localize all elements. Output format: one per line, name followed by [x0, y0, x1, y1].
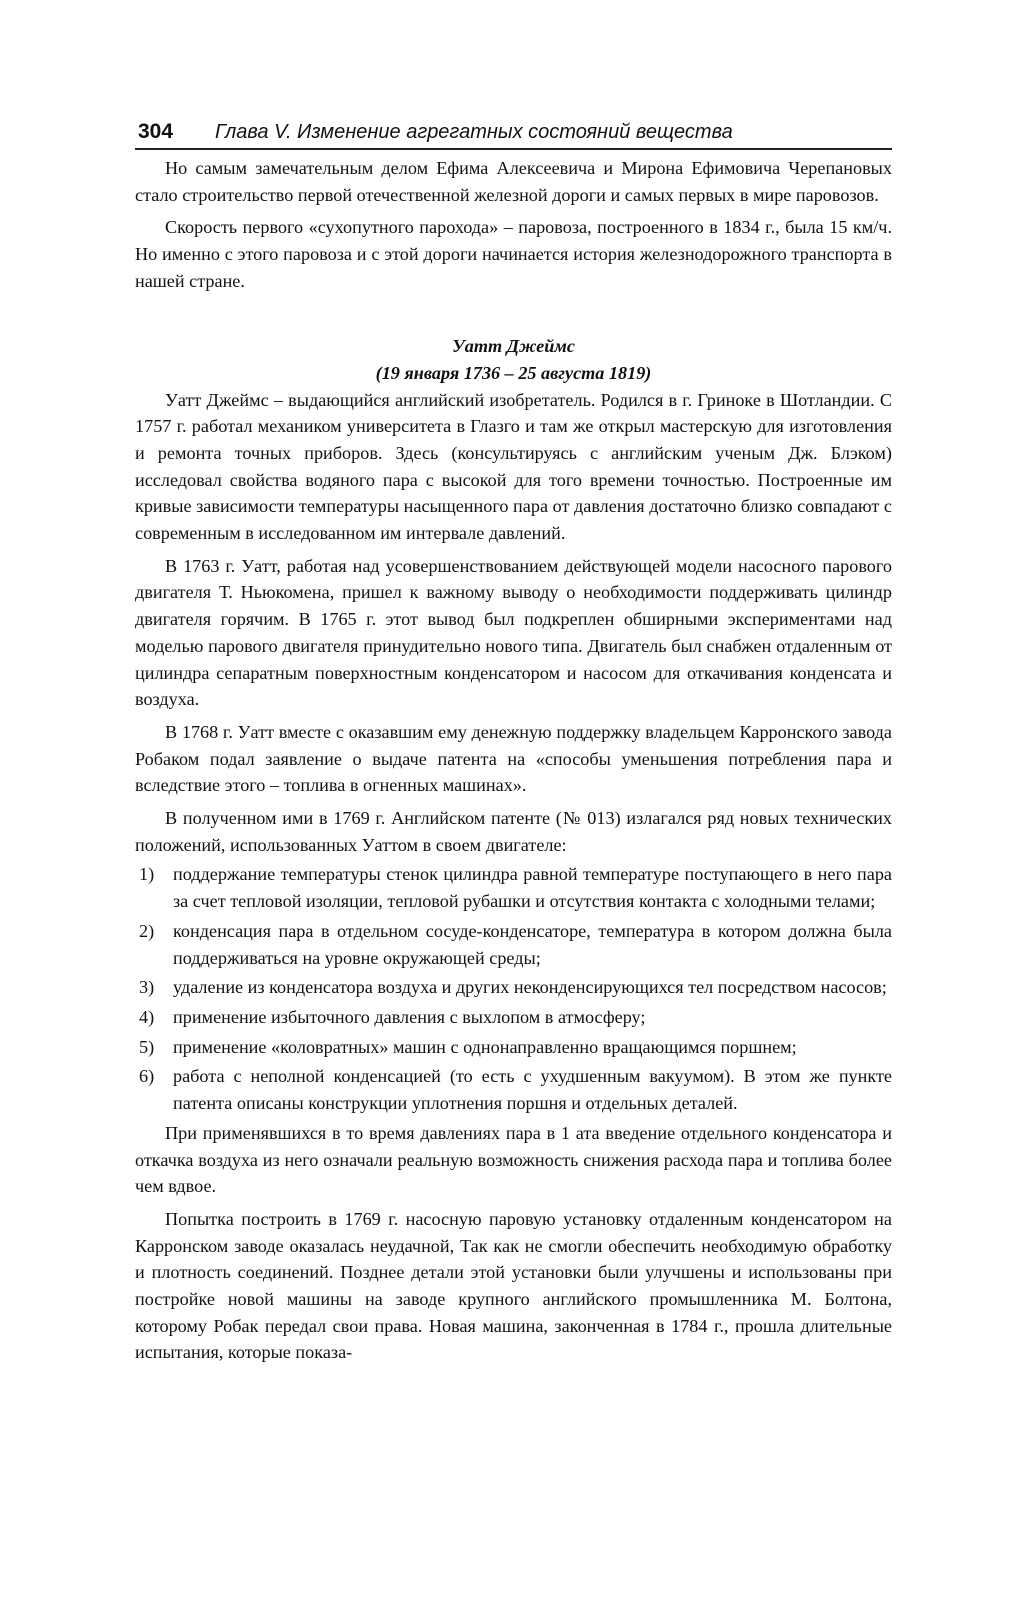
list-item: [135, 1063, 892, 1116]
paragraph: Но самым замечательным делом Ефима Алексеевича и Мирона Ефимовича Черепановых стало строительство первой отечественной железной дороги и самых первых в мире паровозов.: [135, 158, 892, 205]
patent-provisions-list: [135, 861, 892, 1116]
list-item: [135, 1034, 892, 1061]
list-text: работа с неполной конденсацией (то есть с ухудшенным вакуумом). В этом же пункте патента описаны конструкции уплотнения поршня и отдельных деталей.: [173, 1066, 892, 1114]
list-text: удаление из конденсатора воздуха и других неконденсирующихся тел посредством насосов;: [173, 977, 887, 998]
page-number: 304: [138, 120, 174, 143]
paragraph: В 1763 г. Уатт, работая над усовершенствованием действующей модели насосного парового двигателя Т. Ньюкомена, пришел к важному выводу о необходимости поддерживать цилиндр двигателя горячим. В 1765 г. этот вывод был подкреплен обширными экспериментами над моделью парового двигателя принудительно нового типа. Двигатель был снабжен отдаленным от цилиндра сепаратным поверхностным конденсатором и насосом для откачивания конденсата и воздуха.: [135, 555, 892, 710]
list-number: 5): [139, 1036, 155, 1057]
biography-heading: [135, 333, 892, 387]
list-item: [135, 974, 892, 1001]
biography-name: Уатт Джеймс: [452, 335, 575, 356]
list-number: 2): [139, 920, 155, 941]
page-body: [135, 155, 892, 1366]
list-item: [135, 861, 892, 914]
paragraph: Попытка построить в 1769 г. насосную паровую установку отдаленным конденсатором на Карронском заводе оказалась неудачной, Так как не смогли обеспечить необходимую обработку и плотность соединений. Позднее детали этой установки были улучшены и использованы при постройке новой машины на заводе крупного английского промышленника М. Болтона, которому Робак передал свои права. Новая машина, законченная в 1784 г., прошла длительные испытания, которые показа-: [135, 1208, 892, 1363]
list-number: 3): [139, 977, 155, 998]
list-text: применение «коловратных» машин с однонаправленно вращающимся поршнем;: [173, 1036, 797, 1057]
list-number: 1): [139, 864, 155, 885]
running-head: Глава V. Изменение агрегатных состояний вещества: [215, 121, 733, 143]
biography-dates: (19 января 1736 – 25 августа 1819): [375, 362, 652, 383]
list-item: [135, 1004, 892, 1031]
paragraph: Уатт Джеймс – выдающийся английский изобретатель. Родился в г. Гриноке в Шотландии. С 1757 г. работал механиком университета в Глазго и там же открыл мастерскую для изготовления и ремонта точных приборов. Здесь (консультируясь с английским ученым Дж. Блэком) исследовал свойства водяного пара с высокой для того времени точностью. Построенные им кривые зависимости температуры насыщенного пара от давления достаточно близко совпадают с современным в исследованном им интервале давлений.: [135, 389, 892, 544]
list-number: 4): [139, 1006, 155, 1027]
list-text: конденсация пара в отдельном сосуде-конденсаторе, температура в котором должна была поддерживаться на уровне окружающей среды;: [173, 920, 892, 968]
list-text: применение избыточного давления с выхлопом в атмосферу;: [173, 1006, 646, 1027]
list-item: [135, 918, 892, 971]
paragraph: Скорость первого «сухопутного парохода» – паровоза, построенного в 1834 г., была 15 км/ч. Но именно с этого паровоза и с этой дороги начинается история железнодорожного транспорта в нашей стране.: [135, 217, 892, 291]
paragraph: В 1768 г. Уатт вместе с оказавшим ему денежную поддержку владельцем Карронского завода Робаком подал заявление о выдаче патента на «способы уменьшения потребления пара и вследствие этого – топлива в огненных машинах».: [135, 721, 892, 796]
list-number: 6): [139, 1066, 155, 1087]
paragraph: В полученном ими в 1769 г. Английском патенте (№ 013) излагался ряд новых технических положений, использованных Уаттом в своем двигателе:: [135, 808, 892, 855]
paragraph: При применявшихся в то время давлениях пара в 1 ата введение отдельного конденсатора и откачка воздуха из него означали реальную возможность снижения расхода пара и топлива более чем вдвое.: [135, 1122, 892, 1197]
page-header: [135, 114, 892, 150]
list-text: поддержание температуры стенок цилиндра равной температуре поступающего в него пара за счет тепловой изоляции, тепловой рубашки и отсутствия контакта с холодными телами;: [173, 864, 892, 912]
